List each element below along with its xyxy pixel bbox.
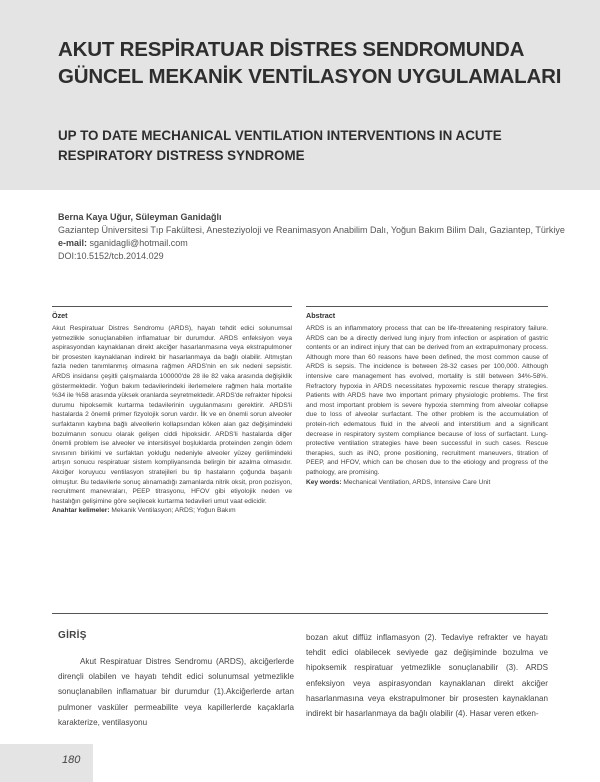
body-column-left [58, 630, 294, 730]
section-divider [52, 613, 548, 614]
section-title: GİRİŞ [58, 630, 87, 641]
doi: DOI:10.5152/tcb.2014.029 [58, 251, 164, 261]
keywords-english-values: Mechanical Ventilation, ARDS, Intensive Care Unit [343, 478, 491, 486]
keywords-turkish-label: Anahtar kelimeler: [52, 507, 110, 515]
abstract-english-heading: Abstract [306, 311, 336, 320]
body-text-right: bozan akut diffüz inflamasyon (2). Tedaviye refrakter ve hayatı tehdit edici olabilecek seviyede gaz değişiminde bozulma ve hipoksemik respiratuar yetmezlikle sonuçlanabilir (3). ARDS enfeksiyon veya aspirasyondan kaynaklanan direkt akciğer hasarlanmasına veya ekstrapulmoner bir prosesten kaynaklanan indirekt bir hasarlanmaya da bağlı olabilir (4). Hasar veren etken- [306, 633, 548, 719]
abstract-turkish [52, 306, 292, 516]
abstract-turkish-text: Akut Respiratuar Distres Sendromu (ARDS), hayatı tehdit edici solunumsal yetmezlikle sonuçlanabilen inflamatuar bir durumdur. ARDS enfeksiyon veya aspirasyondan kaynaklanan direkt akciğer hasarlanmasına veya ekstrapulmoner bir prosesten kaynaklanan indirekt bir hasarlanmaya da bağlı olabilir. Altmıştan fazla neden tanımlanmış olmasına rağmen ARDS'nin en sık nedeni sepsistir. ARDS insidansı çeşitli çalışmalarda 100000'de 28 ile 82 vaka arasında değişiklik göstermektedir. Yoğun bakım tedavilerindeki ilerlemelere rağmen hala mortalite %34 ile %58 arasında yüksek oranlarda seyretmektedir. ARDS'de refrakter hipoksi durumu hipoksemik kurtarma tedavilerinin uygulanmasını gerektirir. ARDS'li hastalarda 2 önemli primer fizyolojik sorun vardır. İlk ve en önemli sorun alveoler surfaktanın kaybına bağlı alveollerin kollapsından köken alan gaz değişimindeki bozulmanın sonucu olarak gelişen ciddi hipoksidir. ARDS'li hastalarda diğer önemli problem ise alveoler ve intersitisyel boşluklarda proteinden zengin ödem sıvısının birikimi ve surfaktan yokluğu nedeniyle alveoler yüzey gerilimindeki artışın sonucu respiratuar sistem kompliyansında belirgin bir azalma olmasıdır. Akciğer koruyucu ventilasyon stratejileri bu tip hastaların çoğunda başarılı olmuştur. Bu tedavilerle sonuç alınamadığı zamanlarda nitrik oksit, pron pozisyon, recruitment manevraları, PEEP titrasyonu, HFOV gibi etiyolojik neden ve hastalığın gelişimine göre seçilecek kurtarma tedavileri umut vaat edicidir. [52, 325, 292, 505]
affiliation: Gaziantep Üniversitesi Tıp Fakültesi, Anesteziyoloji ve Reanimasyon Anabilim Dalı, Yoğun Bakım Bilim Dalı, Gaziantep, Türkiye [58, 225, 565, 235]
keywords-english [306, 478, 548, 488]
keywords-turkish-values: Mekanik Ventilasyon; ARDS; Yoğun Bakım [111, 507, 236, 515]
author-block [58, 211, 578, 263]
abstract-turkish-heading: Özet [52, 311, 68, 320]
abstract-english-text: ARDS is an inflammatory process that can be life-threatening respiratory failure. ARDS can be a directly derived lung injury from infection or aspiration of gastric contents or an indirect injury that can be derived from an extrapulmonary process. Although more than 60 reasons have been defined, the most common cause of ARDS is sepsis. The incidence is between 28-32 cases per 100,000. Although intensive care management has evolved, mortality is still between 34%-58%. Refractory hypoxia in ARDS necessitates hypoxemic rescue therapy strategies. Patients with ARDS have two important primary physiologic problems. The first and most important problem is severe hypoxia stemming from alveolar collapse due to loss of alveolar surfactant. The other problem is the accumulation of protein-rich edematous fluid in the alveoli and interstitium and a significant decrease in respiratory system compliance because of loss of surfactant. Lung-protective ventilation strategies have been successful in such cases. Rescue therapies, such as iNO, prone positioning, recruitment maneuvers, titration of PEEP, and HFOV, which can be chosen due to the etiology and progress of the pathology, are promising. [306, 325, 548, 476]
page-number-tab [0, 744, 93, 782]
title-english: UP TO DATE MECHANICAL VENTILATION INTERVENTIONS IN ACUTE RESPIRATORY DISTRESS SYNDROME [58, 128, 502, 163]
title-banner [0, 0, 600, 190]
keywords-turkish [52, 506, 292, 516]
author-names: Berna Kaya Uğur, Süleyman Ganidağlı [58, 212, 222, 222]
email-address[interactable]: sganidagli@hotmail.com [89, 238, 188, 248]
email-line [58, 237, 578, 250]
body-text-left: Akut Respiratuar Distres Sendromu (ARDS), akciğerlerde dirençli olabilen ve hayatı tehdit edici solunumsal yetmezlikle sonuçlanabilen inflamatuar bir durumdur (1).Akciğerlerde artan pulmoner vasküler permeabilite veya kapillerlerde kaçaklarla karakterize, ventilasyonu [58, 657, 294, 727]
email-label: e-mail: [58, 238, 88, 248]
abstract-english [306, 306, 548, 487]
title-turkish: AKUT RESPİRATUAR DİSTRES SENDROMUNDA GÜNCEL MEKANİK VENTİLASYON UYGULAMALARI [58, 38, 562, 88]
body-column-right [306, 630, 548, 721]
keywords-english-label: Key words: [306, 478, 342, 486]
page-number: 180 [62, 754, 81, 766]
